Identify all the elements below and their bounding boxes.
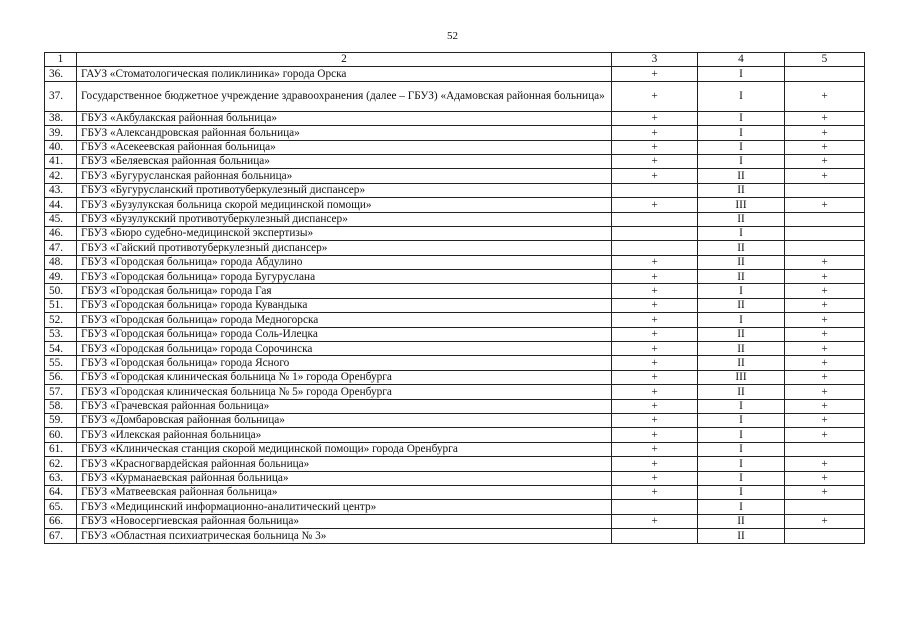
row-number: 40. — [45, 140, 77, 154]
column-3-value — [612, 241, 698, 255]
column-4-value: I — [698, 442, 785, 456]
header-cell-4: 4 — [698, 53, 785, 67]
table-row — [45, 356, 865, 370]
column-3-value: + — [612, 313, 698, 327]
institution-name: ГБУЗ «Александровская районная больница» — [77, 126, 612, 140]
column-4-value: I — [698, 284, 785, 298]
institution-name: ГБУЗ «Матвеевская районная больница» — [77, 485, 612, 499]
column-5-value: + — [785, 81, 865, 111]
column-5-value: + — [785, 270, 865, 284]
row-number: 36. — [45, 67, 77, 81]
column-4-value: III — [698, 198, 785, 212]
column-4-value: II — [698, 169, 785, 183]
column-4-value: I — [698, 126, 785, 140]
column-5-value — [785, 442, 865, 456]
row-number: 63. — [45, 471, 77, 485]
column-5-value — [785, 241, 865, 255]
column-3-value — [612, 529, 698, 543]
column-5-value: + — [785, 154, 865, 168]
table-row — [45, 298, 865, 312]
institution-name: ГБУЗ «Городская клиническая больница № 1» города Оренбурга — [77, 370, 612, 384]
column-4-value: II — [698, 356, 785, 370]
institution-name: ГБУЗ «Городская больница» города Гая — [77, 284, 612, 298]
table-row — [45, 529, 865, 543]
column-5-value: + — [785, 457, 865, 471]
institution-name: ГАУЗ «Стоматологическая поликлиника» города Орска — [77, 67, 612, 81]
row-number: 46. — [45, 226, 77, 240]
column-5-value: + — [785, 399, 865, 413]
column-4-value: II — [698, 212, 785, 226]
institution-name: ГБУЗ «Бугурусланский противотуберкулезный диспансер» — [77, 183, 612, 197]
institution-name: ГБУЗ «Городская больница» города Абдулино — [77, 255, 612, 269]
column-3-value: + — [612, 514, 698, 528]
institution-name: ГБУЗ «Медицинский информационно-аналитический центр» — [77, 500, 612, 514]
column-3-value: + — [612, 169, 698, 183]
table-row — [45, 154, 865, 168]
column-3-value: + — [612, 342, 698, 356]
column-4-value: III — [698, 370, 785, 384]
column-4-value: II — [698, 298, 785, 312]
column-5-value: + — [785, 284, 865, 298]
column-5-value: + — [785, 413, 865, 427]
column-5-value: + — [785, 342, 865, 356]
table-row — [45, 514, 865, 528]
table-row — [45, 342, 865, 356]
column-3-value: + — [612, 442, 698, 456]
column-5-value — [785, 67, 865, 81]
table-row — [45, 370, 865, 384]
column-5-value: + — [785, 514, 865, 528]
column-4-value: I — [698, 413, 785, 427]
table-row — [45, 457, 865, 471]
table-row — [45, 255, 865, 269]
institution-name: ГБУЗ «Акбулакская районная больница» — [77, 111, 612, 125]
institution-name: ГБУЗ «Городская больница» города Соль-Илецка — [77, 327, 612, 341]
header-cell-5: 5 — [785, 53, 865, 67]
table-row — [45, 442, 865, 456]
institution-name: Государственное бюджетное учреждение здравоохранения (далее – ГБУЗ) «Адамовская районная больница» — [77, 81, 612, 111]
column-5-value — [785, 212, 865, 226]
column-3-value: + — [612, 67, 698, 81]
column-5-value: + — [785, 255, 865, 269]
institution-name: ГБУЗ «Домбаровская районная больница» — [77, 413, 612, 427]
column-4-value: I — [698, 428, 785, 442]
institution-name: ГБУЗ «Городская больница» города Сорочинска — [77, 342, 612, 356]
column-3-value: + — [612, 457, 698, 471]
column-3-value: + — [612, 399, 698, 413]
column-4-value: I — [698, 67, 785, 81]
table-row — [45, 313, 865, 327]
row-number: 57. — [45, 385, 77, 399]
table-row — [45, 67, 865, 81]
column-4-value: I — [698, 399, 785, 413]
column-3-value: + — [612, 284, 698, 298]
table-row — [45, 327, 865, 341]
row-number: 50. — [45, 284, 77, 298]
row-number: 52. — [45, 313, 77, 327]
table-header-row — [45, 53, 865, 67]
institution-name: ГБУЗ «Клиническая станция скорой медицинской помощи» города Оренбурга — [77, 442, 612, 456]
table-row — [45, 169, 865, 183]
table-row — [45, 284, 865, 298]
column-3-value: + — [612, 126, 698, 140]
column-3-value — [612, 500, 698, 514]
column-4-value: I — [698, 313, 785, 327]
table-row — [45, 140, 865, 154]
row-number: 67. — [45, 529, 77, 543]
column-5-value: + — [785, 356, 865, 370]
row-number: 66. — [45, 514, 77, 528]
column-4-value: II — [698, 183, 785, 197]
column-4-value: II — [698, 327, 785, 341]
column-4-value: I — [698, 226, 785, 240]
column-5-value: + — [785, 313, 865, 327]
row-number: 59. — [45, 413, 77, 427]
column-5-value: + — [785, 140, 865, 154]
table-row — [45, 471, 865, 485]
column-4-value: I — [698, 471, 785, 485]
column-3-value: + — [612, 385, 698, 399]
column-5-value — [785, 500, 865, 514]
table-row — [45, 485, 865, 499]
table-row — [45, 126, 865, 140]
column-5-value — [785, 226, 865, 240]
table-row — [45, 500, 865, 514]
table-row — [45, 270, 865, 284]
column-5-value: + — [785, 126, 865, 140]
row-number: 51. — [45, 298, 77, 312]
column-4-value: I — [698, 81, 785, 111]
institution-name: ГБУЗ «Курманаевская районная больница» — [77, 471, 612, 485]
column-3-value — [612, 183, 698, 197]
row-number: 37. — [45, 81, 77, 111]
row-number: 61. — [45, 442, 77, 456]
institutions-table — [44, 52, 865, 544]
row-number: 60. — [45, 428, 77, 442]
table-row — [45, 413, 865, 427]
table-body — [45, 53, 865, 544]
column-3-value: + — [612, 356, 698, 370]
column-4-value: II — [698, 255, 785, 269]
column-5-value — [785, 529, 865, 543]
column-4-value: I — [698, 154, 785, 168]
institution-name: ГБУЗ «Городская клиническая больница № 5» города Оренбурга — [77, 385, 612, 399]
header-cell-3: 3 — [612, 53, 698, 67]
table-row — [45, 111, 865, 125]
column-5-value: + — [785, 385, 865, 399]
column-3-value — [612, 212, 698, 226]
column-5-value — [785, 183, 865, 197]
column-3-value: + — [612, 428, 698, 442]
row-number: 62. — [45, 457, 77, 471]
table-row — [45, 81, 865, 111]
row-number: 44. — [45, 198, 77, 212]
column-3-value: + — [612, 471, 698, 485]
page-number: 52 — [447, 30, 458, 42]
column-4-value: I — [698, 111, 785, 125]
table-row — [45, 428, 865, 442]
column-5-value: + — [785, 428, 865, 442]
institution-name: ГБУЗ «Бюро судебно-медицинской экспертизы» — [77, 226, 612, 240]
column-4-value: II — [698, 385, 785, 399]
column-4-value: I — [698, 500, 785, 514]
column-3-value — [612, 226, 698, 240]
column-3-value: + — [612, 81, 698, 111]
institution-name: ГБУЗ «Красногвардейская районная больница» — [77, 457, 612, 471]
institution-name: ГБУЗ «Городская больница» города Медногорска — [77, 313, 612, 327]
institution-name: ГБУЗ «Городская больница» города Ясного — [77, 356, 612, 370]
column-4-value: II — [698, 514, 785, 528]
column-5-value: + — [785, 198, 865, 212]
column-5-value: + — [785, 111, 865, 125]
row-number: 47. — [45, 241, 77, 255]
table-row — [45, 212, 865, 226]
column-3-value: + — [612, 140, 698, 154]
row-number: 42. — [45, 169, 77, 183]
column-3-value: + — [612, 485, 698, 499]
column-4-value: II — [698, 241, 785, 255]
row-number: 45. — [45, 212, 77, 226]
column-5-value: + — [785, 298, 865, 312]
header-cell-2: 2 — [77, 53, 612, 67]
row-number: 38. — [45, 111, 77, 125]
header-cell-1: 1 — [45, 53, 77, 67]
table-row — [45, 226, 865, 240]
column-4-value: I — [698, 140, 785, 154]
column-3-value: + — [612, 154, 698, 168]
row-number: 55. — [45, 356, 77, 370]
table-row — [45, 385, 865, 399]
institution-name: ГБУЗ «Бузулукский противотуберкулезный диспансер» — [77, 212, 612, 226]
row-number: 39. — [45, 126, 77, 140]
row-number: 49. — [45, 270, 77, 284]
column-5-value: + — [785, 327, 865, 341]
column-4-value: I — [698, 485, 785, 499]
institution-name: ГБУЗ «Бузулукская больница скорой медицинской помощи» — [77, 198, 612, 212]
column-4-value: II — [698, 270, 785, 284]
table-row — [45, 183, 865, 197]
institution-name: ГБУЗ «Городская больница» города Бугуруслана — [77, 270, 612, 284]
row-number: 53. — [45, 327, 77, 341]
institution-name: ГБУЗ «Гайский противотуберкулезный диспансер» — [77, 241, 612, 255]
column-3-value: + — [612, 198, 698, 212]
row-number: 41. — [45, 154, 77, 168]
column-3-value: + — [612, 413, 698, 427]
institution-name: ГБУЗ «Грачевская районная больница» — [77, 399, 612, 413]
column-5-value: + — [785, 169, 865, 183]
column-4-value: II — [698, 529, 785, 543]
table-row — [45, 399, 865, 413]
row-number: 58. — [45, 399, 77, 413]
institution-name: ГБУЗ «Бугурусланская районная больница» — [77, 169, 612, 183]
institution-name: ГБУЗ «Беляевская районная больница» — [77, 154, 612, 168]
row-number: 56. — [45, 370, 77, 384]
row-number: 43. — [45, 183, 77, 197]
column-3-value: + — [612, 370, 698, 384]
institution-name: ГБУЗ «Областная психиатрическая больница № 3» — [77, 529, 612, 543]
institution-name: ГБУЗ «Илекская районная больница» — [77, 428, 612, 442]
institution-name: ГБУЗ «Городская больница» города Кувандыка — [77, 298, 612, 312]
table-row — [45, 198, 865, 212]
row-number: 65. — [45, 500, 77, 514]
row-number: 64. — [45, 485, 77, 499]
row-number: 48. — [45, 255, 77, 269]
column-3-value: + — [612, 270, 698, 284]
column-4-value: II — [698, 342, 785, 356]
column-5-value: + — [785, 370, 865, 384]
column-3-value: + — [612, 298, 698, 312]
institution-name: ГБУЗ «Асекеевская районная больница» — [77, 140, 612, 154]
row-number: 54. — [45, 342, 77, 356]
column-3-value: + — [612, 111, 698, 125]
column-3-value: + — [612, 327, 698, 341]
column-5-value: + — [785, 471, 865, 485]
column-3-value: + — [612, 255, 698, 269]
table-row — [45, 241, 865, 255]
institution-name: ГБУЗ «Новосергиевская районная больница» — [77, 514, 612, 528]
column-5-value: + — [785, 485, 865, 499]
column-4-value: I — [698, 457, 785, 471]
